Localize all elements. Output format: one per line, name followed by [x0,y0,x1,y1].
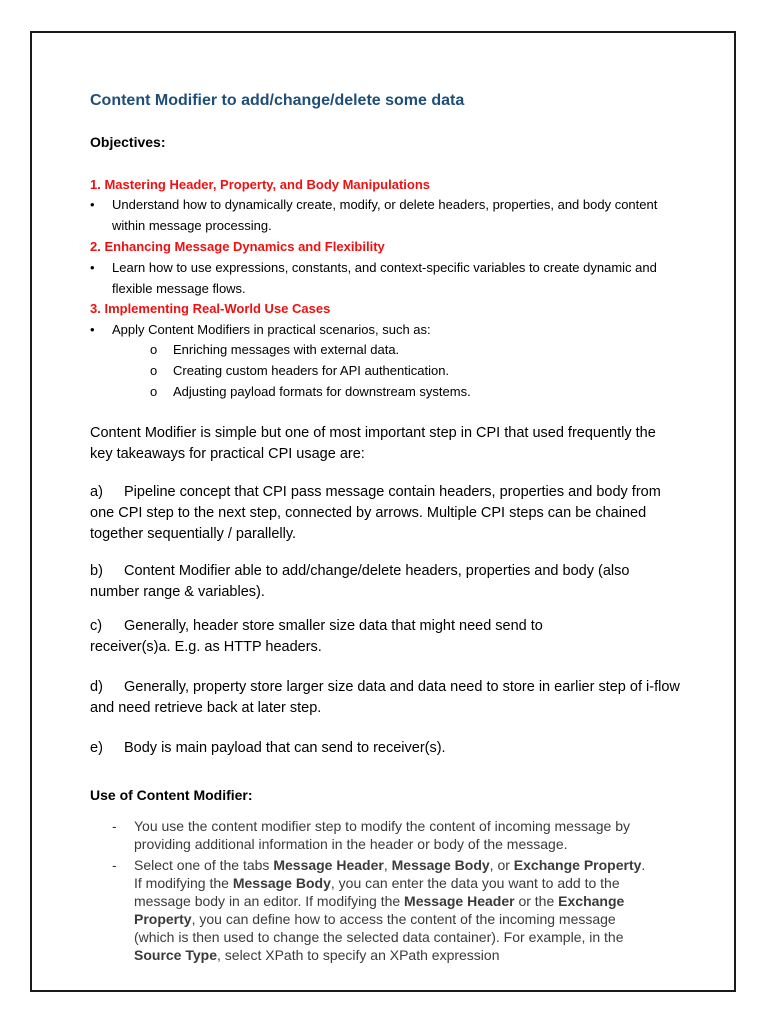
takeaway-label: e) [90,740,103,756]
takeaway-e [90,738,680,759]
takeaway-d [90,677,680,719]
bullet-icon: • [90,197,95,212]
section-heading-2: 2. Enhancing Message Dynamics and Flexibility [90,239,385,254]
takeaway-label: d) [90,679,103,695]
takeaway-a [90,482,680,545]
sub-bullet-icon: o [150,342,158,357]
section-bullet-2 [90,258,680,299]
takeaway-c [90,616,590,658]
bullet-text: Learn how to use expressions, constants, and context-specific variables to create dynamic and flexible message flows. [112,260,657,296]
takeaway-text: Pipeline concept that CPI pass message contain headers, properties and body from one CPI step to the next step, connected by arrows. Multiple CPI steps can be chained together sequentially / parallelly. [90,484,661,542]
use-item-text: You use the content modifier step to modify the content of incoming message by providing additional information in the header or body of the message. [134,818,630,852]
takeaway-label: b) [90,563,103,579]
takeaway-text: Content Modifier able to add/change/delete headers, properties and body (also number range & variables). [90,563,630,600]
use-item-text: Select one of the tabs Message Header, Message Body, or Exchange Property. If modifying the Message Body, you can enter the data you want to add to the message body in an editor. If modifying the Message Header or the Exchange Property, you can define how to access the content of the incoming message (which is then used to change the selected data container). For example, in the Source Type, select XPath to specify an XPath expression [134,857,646,963]
takeaway-text: Generally, header store smaller size data that might need send to receiver(s)a. E.g. as HTTP headers. [90,618,543,655]
takeaway-text: Body is main payload that can send to receiver(s). [124,740,446,756]
takeaway-text: Generally, property store larger size data and data need to store in earlier step of i-flow and need retrieve back at later step. [90,679,680,716]
section-heading-3: 3. Implementing Real-World Use Cases [90,301,331,316]
sub-list-item [150,342,399,357]
use-list-item-2 [112,856,652,964]
use-section-heading: Use of Content Modifier: [90,787,253,803]
sub-list-item [150,384,471,399]
sub-item-text: Adjusting payload formats for downstream systems. [173,384,471,399]
use-list-item-1 [112,817,652,853]
objectives-heading: Objectives: [90,134,166,150]
sub-bullet-icon: o [150,384,158,399]
bullet-text: Apply Content Modifiers in practical scenarios, such as: [112,322,431,337]
bullet-text: Understand how to dynamically create, modify, or delete headers, properties, and body content within message processing. [112,197,658,233]
document-page [30,31,736,992]
dash-icon: - [112,818,117,834]
sub-item-text: Creating custom headers for API authentication. [173,363,450,378]
takeaway-label: c) [90,618,103,634]
dash-icon: - [112,857,117,873]
bullet-icon: • [90,322,95,337]
bullet-icon: • [90,260,95,275]
takeaway-label: a) [90,484,103,500]
section-heading-1: 1. Mastering Header, Property, and Body Manipulations [90,177,430,192]
takeaway-b [90,561,680,603]
page-title: Content Modifier to add/change/delete some data [90,92,465,109]
sub-item-text: Enriching messages with external data. [173,342,400,357]
sub-bullet-icon: o [150,363,158,378]
section-bullet-3 [90,320,680,341]
sub-list-item [150,363,449,378]
intro-paragraph: Content Modifier is simple but one of most important step in CPI that used frequently the key takeaways for practical CPI usage are: [90,425,656,462]
section-bullet-1 [90,195,680,236]
